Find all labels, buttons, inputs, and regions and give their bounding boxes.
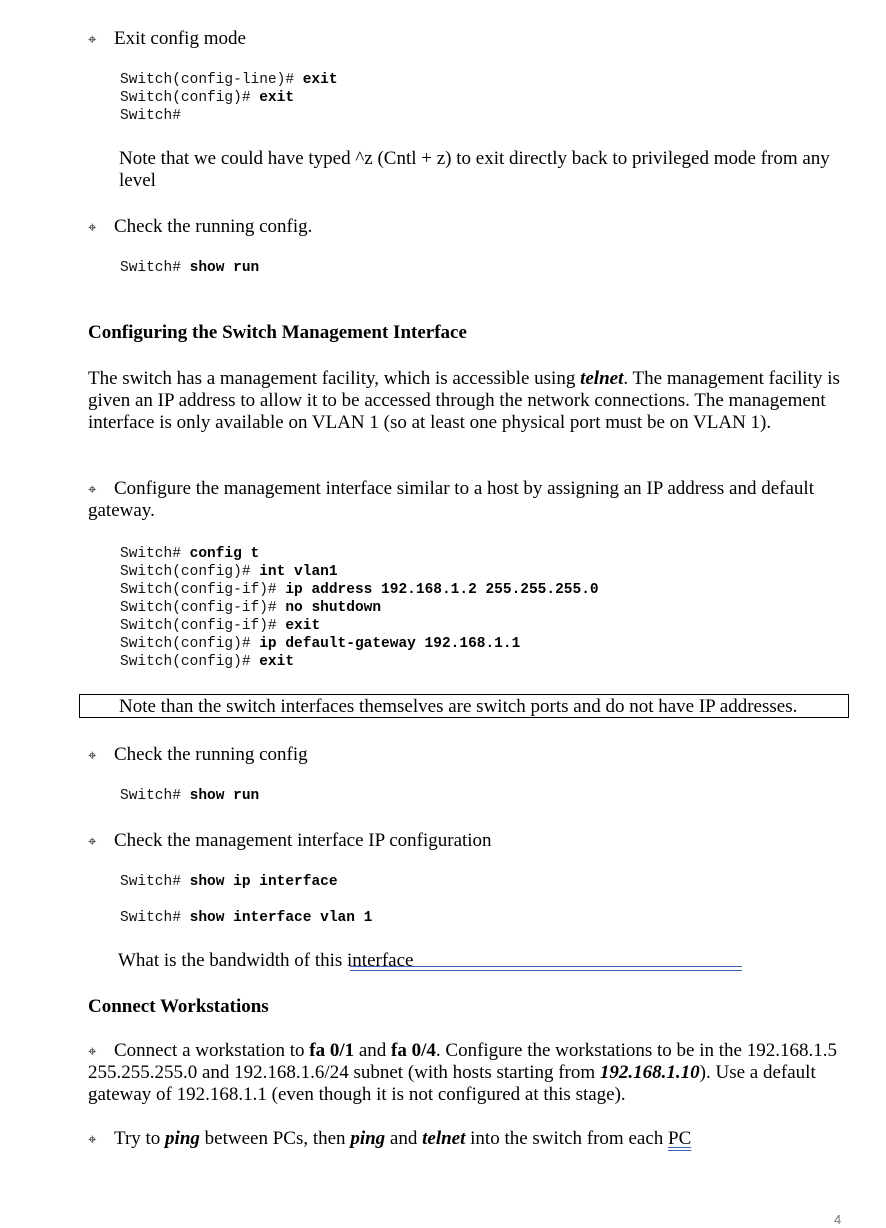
code-prompt: Switch(config)# (120, 654, 251, 670)
step-exit-config-mode (88, 28, 246, 50)
text-run: . The management facility is given an IP address to allow it to be accessed through the network connections. The management interface is only available on VLAN 1 (so at least one physical port must be on VLAN 1). (88, 368, 840, 433)
step-label: Check the management interface IP configuration (114, 830, 492, 851)
port-fa01: fa 0/1 (309, 1040, 355, 1061)
bullet-icon: ⌖ (88, 746, 97, 764)
code-command: ip default-gateway 192.168.1.1 (259, 636, 521, 652)
code-prompt: Switch(config-line)# (120, 72, 295, 88)
note-ctrl-z: Note that we could have typed ^z (Cntl + z) to exit directly back to privileged mode from any level (119, 148, 830, 191)
code-command: config t (189, 546, 260, 562)
port-fa04: fa 0/4 (391, 1040, 436, 1061)
text-run: ). Use a default gateway of 192.168.1.1 (even though it is not configured at this stage). (88, 1062, 816, 1105)
code-prompt: Switch(config)# (120, 636, 251, 652)
emphasis-telnet: telnet (580, 368, 624, 389)
code-prompt: Switch# (120, 874, 181, 890)
paragraph-management-facility (88, 368, 848, 434)
code-block-exit (120, 71, 338, 125)
step-configure-management-interface (88, 478, 848, 522)
code-block-config-vlan (120, 545, 599, 671)
bullet-icon: ⌖ (88, 218, 97, 236)
code-prompt: Switch# (120, 788, 181, 804)
note-box-switch-ports (79, 694, 849, 718)
text-run: The switch has a management facility, which is accessible using (88, 368, 581, 389)
step-connect-workstation (88, 1040, 848, 1106)
emphasis-ping: ping (350, 1128, 386, 1149)
text-run: between PCs, then (199, 1128, 351, 1149)
bullet-icon: ⌖ (88, 1130, 97, 1148)
code-prompt: Switch# (120, 910, 181, 926)
code-command: show ip interface (189, 874, 338, 890)
code-command: exit (285, 618, 321, 634)
page-number: 4 (834, 1212, 842, 1227)
code-command: ip address 192.168.1.2 255.255.255.0 (285, 582, 599, 598)
step-check-running-config-2 (88, 744, 308, 766)
code-command: exit (259, 654, 295, 670)
step-check-running-config (88, 216, 312, 238)
code-command: show run (189, 788, 260, 804)
code-command: show interface vlan 1 (189, 910, 373, 926)
question-text: What is the bandwidth of this (118, 950, 348, 971)
code-block-show-run (120, 259, 259, 277)
code-command: exit (259, 90, 295, 106)
section-heading-connect-workstations: Connect Workstations (88, 996, 269, 1017)
text-run: . Configure the workstations to be in the 192.168.1.5 255.255.255.0 and 192.168.1.6/24 subnet (with hosts starting from (88, 1040, 837, 1083)
emphasis-telnet: telnet (422, 1128, 466, 1149)
code-prompt: Switch# (120, 260, 181, 276)
word-pc: PC (668, 1128, 692, 1149)
step-check-ip-configuration (88, 830, 492, 852)
code-prompt: Switch# (120, 108, 181, 124)
code-command: show run (189, 260, 260, 276)
step-label: Check the running config (114, 744, 308, 765)
text-run: into the switch from each (465, 1128, 668, 1149)
code-block-show-interface-vlan (120, 909, 372, 927)
step-label: Check the running config. (114, 216, 313, 237)
code-prompt: Switch(config)# (120, 564, 251, 580)
code-command: exit (302, 72, 338, 88)
text-run: Connect a workstation to (114, 1040, 310, 1061)
answer-line[interactable] (350, 966, 742, 971)
code-block-show-run-2 (120, 787, 259, 805)
section-heading-management-interface: Configuring the Switch Management Interface (88, 322, 467, 343)
step-label: Exit config mode (114, 28, 246, 49)
text-run: Try to (114, 1128, 166, 1149)
code-command: int vlan1 (259, 564, 338, 580)
emphasis-ping: ping (165, 1128, 200, 1149)
bullet-icon: ⌖ (88, 832, 97, 850)
question-word: interface (347, 950, 414, 971)
text-run: and (354, 1040, 392, 1061)
code-prompt: Switch(config)# (120, 90, 251, 106)
step-label: Configure the management interface similar to a host by assigning an IP address and default gateway. (88, 478, 814, 521)
text-run: and (385, 1128, 423, 1149)
code-prompt: Switch(config-if)# (120, 618, 277, 634)
code-command: no shutdown (285, 600, 382, 616)
code-prompt: Switch(config-if)# (120, 600, 277, 616)
code-prompt: Switch(config-if)# (120, 582, 277, 598)
host-start-address: 192.168.1.10 (599, 1062, 700, 1083)
code-block-show-ip-interface (120, 873, 338, 891)
code-prompt: Switch# (120, 546, 181, 562)
step-ping-telnet (88, 1128, 691, 1150)
note-box-text: Note than the switch interfaces themselves are switch ports and do not have IP addresses. (119, 696, 798, 717)
bullet-icon: ⌖ (88, 1042, 97, 1060)
bullet-icon: ⌖ (88, 480, 97, 498)
bullet-icon: ⌖ (88, 30, 97, 48)
